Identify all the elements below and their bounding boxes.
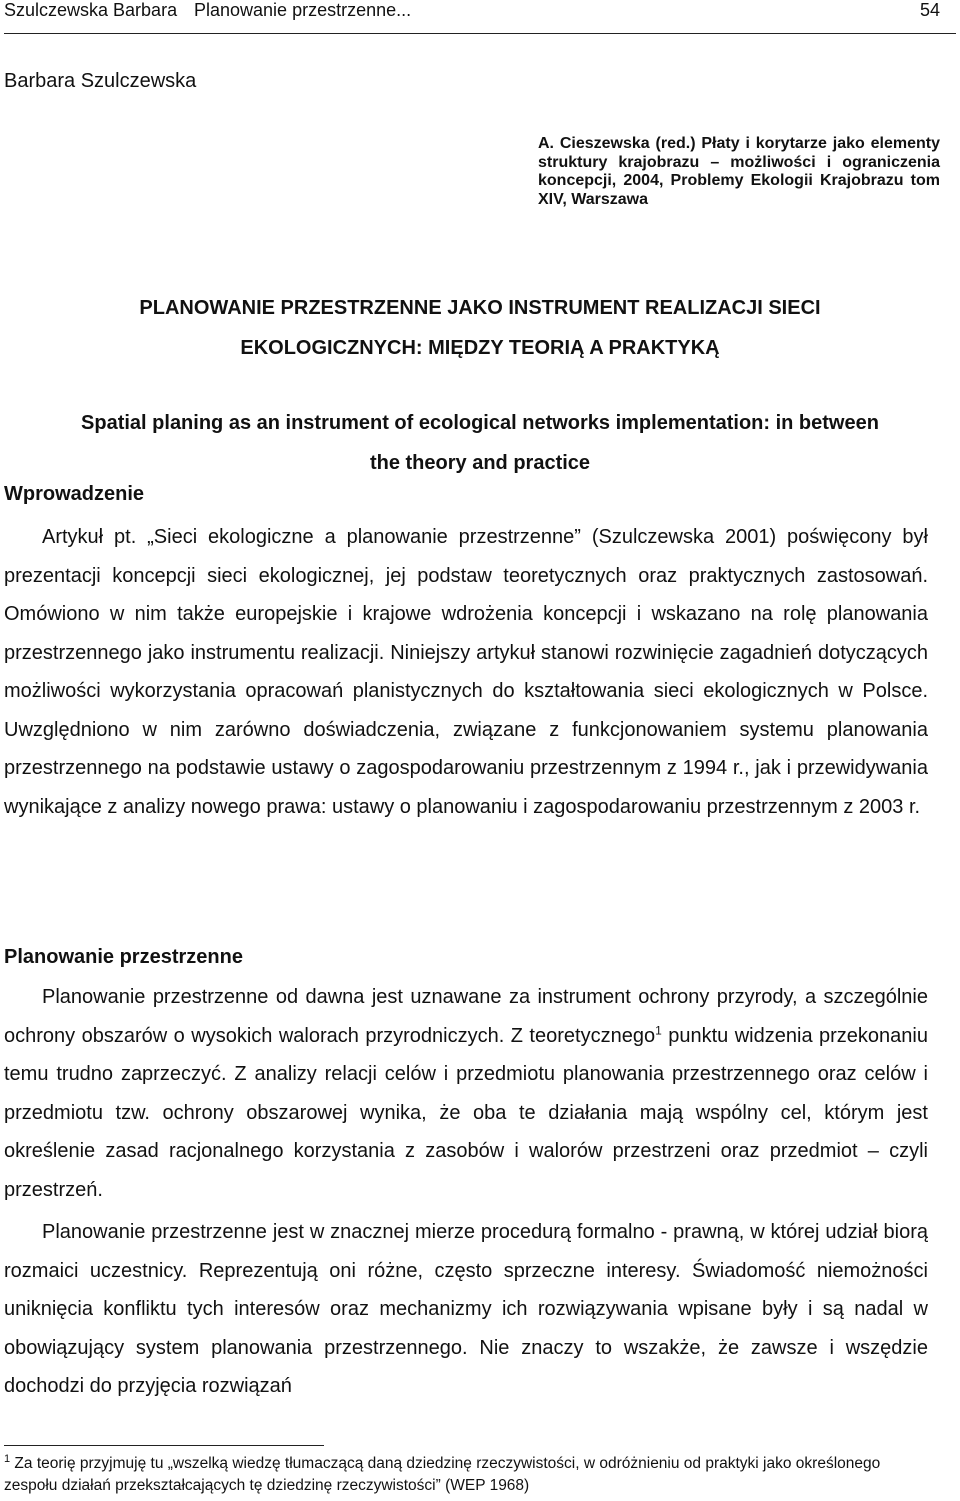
- intro-paragraph: Artykuł pt. „Sieci ekologiczne a planowanie przestrzenne” (Szulczewska 2001) poświęcony był prezentacji koncepcji sieci ekologicznej, jej podstaw teoretycznych oraz praktycznych zastosowań. Omówiono w nim także europejskie i krajowe wdrożenia koncepcji i wskazano na rolę planowania przestrzennego jako instrumentu realizacji. Niniejszy artykuł stanowi rozwinięcie zagadnień dotyczących możliwości wykorzystania opracowań planistycznych do kształtowania sieci ekologicznych w Polsce. Uwzględniono w nim zarówno doświadczenia, związane z funkcjonowaniem systemu planowania przestrzennego na podstawie ustawy o zagospodarowaniu przestrzennym z 1994 r., jak i przewidywania wynikające z analizy nowego prawa: ustawy o planowaniu i zagospodarowaniu przestrzennym z 2003 r.: [4, 526, 928, 818]
- footnote-ref-marker: 1: [655, 1022, 662, 1037]
- title-polish-line-1: PLANOWANIE PRZESTRZENNE JAKO INSTRUMENT REALIZACJI SIECI: [139, 297, 821, 319]
- section-paragraph-1: [4, 978, 928, 1209]
- title-polish-line-2: EKOLOGICZNYCH: MIĘDZY TEORIĄ A PRAKTYKĄ: [240, 337, 720, 359]
- section-paragraph-1-part-a: Planowanie przestrzenne od dawna jest uznawane za instrument ochrony przyrody, a szczególnie ochrony obszarów o wysokich walorach przyrodniczych. Z teoretycznego: [4, 986, 928, 1047]
- footnote-divider: [4, 1445, 324, 1446]
- title-english-line-1: Spatial planing as an instrument of ecological networks implementation: in between: [81, 412, 879, 434]
- section-heading: Planowanie przestrzenne: [4, 946, 243, 968]
- footnote-text: Za teorię przyjmuję tu „wszelką wiedzę tłumaczącą daną dziedzinę rzeczywistości, w odróżnieniu od praktyki jako określonego zespołu działań przekształcających tę dziedzinę rzeczywistości” (WEP 1968): [4, 1455, 881, 1494]
- section-paragraph-2: Planowanie przestrzenne jest w znacznej mierze procedurą formalno - prawną, w której udział biorą rozmaici uczestnicy. Reprezentują oni różne, często sprzeczne interesy. Świadomość niemożności uniknięcia konfliktu tych interesów oraz mechanizmy ich rozwiązywania wpisane były i są nadal w obowiązujący system planowania przestrzennego. Nie znaczy to wszakże, że zawsze i wszędzie dochodzi do przyjęcia rozwiązań: [4, 1221, 928, 1397]
- running-header: [4, 0, 956, 34]
- header-author: Szulczewska Barbara: [4, 0, 178, 20]
- title-english-line-2: the theory and practice: [369, 452, 591, 474]
- page-number: 54: [919, 0, 940, 20]
- title-english: [0, 403, 960, 483]
- source-reference: A. Cieszewska (red.) Płaty i korytarze jako elementy struktury krajobrazu – możliwości i ograniczenia koncepcji, 2004, Problemy Ekologii Krajobrazu tom XIV, Warszawa: [538, 135, 940, 208]
- section-paragraph-1-part-b: punktu widzenia przekonaniu temu trudno zaprzeczyć. Z analizy relacji celów i przedmiotu planowania przestrzennego oraz celów i przedmiotu tzw. ochrony obszarowej wynika, że oba te działania mają wspólny cel, którym jest określenie zasad racjonalnego korzystania z zasobów i walorów przestrzeni oraz przedmiot – czyli przestrzeń.: [4, 1024, 928, 1201]
- intro-heading: Wprowadzenie: [4, 483, 145, 505]
- footnote: [4, 1453, 928, 1497]
- title-polish: [0, 288, 960, 368]
- header-short-title: Planowanie przestrzenne...: [194, 0, 412, 20]
- footnote-marker: 1: [4, 1452, 11, 1465]
- author-line: Barbara Szulczewska: [4, 70, 197, 92]
